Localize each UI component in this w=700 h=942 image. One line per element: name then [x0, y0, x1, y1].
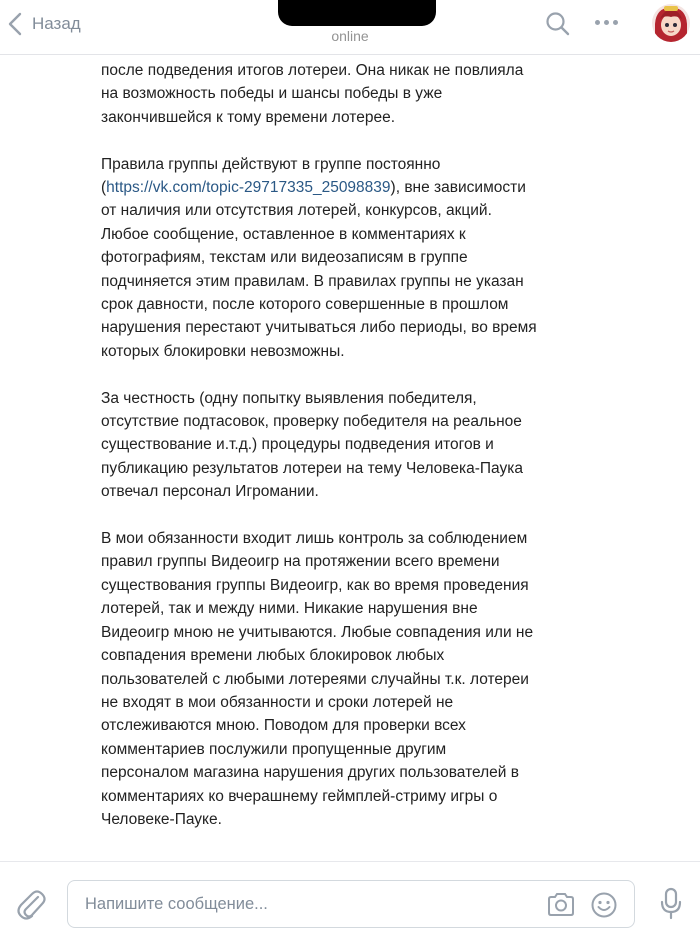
camera-icon[interactable]	[546, 892, 576, 923]
chat-header	[0, 0, 700, 55]
back-label: Назад	[32, 14, 81, 33]
redacted-chat-title	[278, 0, 436, 26]
message-area	[0, 55, 700, 861]
paragraph-1-text-b: ), вне зависимости от наличия или отсутствия лотерей, конкурсов, акций. Любое сообщение, оставленное в комментариях к фотографиям, текстам или видеозаписям в группе подчиняется этим правилам. В правилах группы не указан срок давности, после которого совершенные в прошлом нарушения перестают учитываться либо периоды, во время которых блокировки невозможны.	[101, 179, 537, 360]
avatar[interactable]	[652, 4, 690, 42]
online-status: online	[331, 28, 369, 44]
more-icon[interactable]	[595, 20, 618, 25]
rules-link[interactable]: https://vk.com/topic-29717335_25098839	[106, 179, 391, 197]
composer-bar	[0, 861, 700, 942]
attach-icon[interactable]	[16, 888, 46, 927]
message-paragraph-1	[101, 153, 601, 364]
search-icon[interactable]	[545, 11, 571, 42]
message-paragraph-cut: после подведения итогов лотереи. Она никак не повлияла на возможность победы и шансы победы в уже закончившейся к тому времени лотерее.	[101, 62, 524, 126]
message-paragraph-2: За честность (одну попытку выявления победителя, отсутствие подтасовок, проверку победителя на реальное существование и.т.д.) процедуры подведения итогов и публикацию результатов лотереи на тему Человека-Паука отвечал персонал Игромании.	[101, 389, 523, 501]
microphone-icon[interactable]	[659, 887, 683, 926]
message-input[interactable]	[67, 880, 635, 928]
emoji-icon[interactable]	[590, 891, 618, 924]
message-paragraph-3: В мои обязанности входит лишь контроль за соблюдением правил группы Видеоигр на протяжении всего времени существования группы Видеоигр, как во время проведения лотерей, так и между ними. Никакие нарушения вне Видеоигр мною не учитываются. Любые совпадения или не совпадения времени любых блокировок любых пользователей с любыми лотереями случайны т.к. лотереи не входят в мои обязанности и сроки лотерей не отслеживаются мною. Поводом для проверки всех комментариев послужили пропущенные другим персоналом магазина нарушения других пользователей в комментариях ко вчерашнему геймплей-стриму игры о Человеке-Пауке.	[101, 530, 534, 828]
message-input-placeholder: Напишите сообщение...	[85, 895, 268, 913]
message-text	[101, 59, 601, 855]
paragraph-1-text-a: Правила группы действуют в группе постоянно (	[101, 155, 441, 197]
